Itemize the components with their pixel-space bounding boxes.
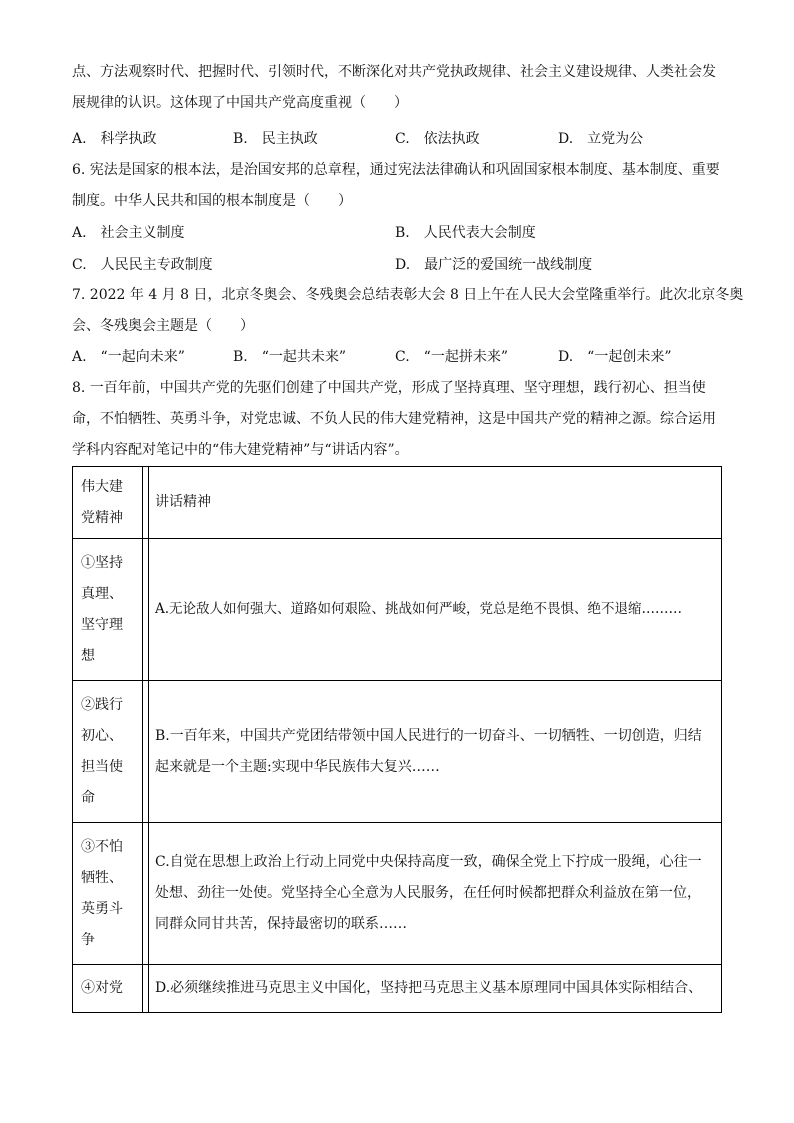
speech-line: C.自觉在思想上政治上行动上同党中央保持高度一致，确保全党上下拧成一股绳，心往一 xyxy=(155,854,702,870)
speech-cell xyxy=(149,965,722,1013)
q5-option-a: A. 科学执政 xyxy=(72,131,157,147)
speech-line: B.一百年来，中国共产党团结带领中国人民进行的一切奋斗、一切牺牲、一切创造，归结 xyxy=(155,727,702,744)
matching-table xyxy=(72,466,722,1013)
speech-line: D.必须继续推进马克思主义中国化，坚持把马克思主义基本原理同中国具体实际相结合、 xyxy=(155,980,703,996)
table-row xyxy=(73,539,722,681)
q6-line-2: 制度。中华人民共和国的根本制度是（ ） xyxy=(72,193,352,209)
speech-line: 起来就是一个主题:实现中华民族伟大复兴…… xyxy=(155,758,440,775)
header-speech-cell: 讲话精神 xyxy=(149,467,722,539)
q8-line-1: 8. 一百年前，中国共产党的先驱们创建了中国共产党，形成了坚持真理、坚守理想，践行初心、担当使 xyxy=(72,380,706,396)
q7-option-b: B. “一起共未来” xyxy=(233,349,347,365)
speech-cell xyxy=(149,539,722,681)
speech-cell xyxy=(149,823,722,965)
table-row xyxy=(73,823,722,965)
speech-line: 处想、劲往一处使。党坚持全心全意为人民服务，在任何时候都把群众利益放在第一位， xyxy=(155,885,701,901)
header-spirit-line: 党精神 xyxy=(81,509,123,526)
table-header-row xyxy=(73,467,722,539)
q5-option-b: B. 民主执政 xyxy=(233,131,318,147)
header-spirit-line: 伟大建 xyxy=(81,478,123,495)
spirit-line: ②践行 xyxy=(81,696,123,713)
table-row xyxy=(73,965,722,1013)
spirit-line: 英勇斗 xyxy=(81,900,123,917)
spirit-line: 真理、 xyxy=(81,585,123,602)
speech-cell xyxy=(149,681,722,823)
intro-line-1: 点、方法观察时代、把握时代、引领时代，不断深化对共产党执政规律、社会主义建设规律、人类社会发 xyxy=(72,64,716,80)
spirit-line: ①坚持 xyxy=(81,554,123,571)
q5-option-d: D. 立党为公 xyxy=(558,131,644,147)
table-row xyxy=(73,681,722,823)
q6-line-1: 6. 宪法是国家的根本法，是治国安邦的总章程，通过宪法法律确认和巩固国家根本制度、基本制度、重要 xyxy=(72,162,720,178)
q6-option-a: A. 社会主义制度 xyxy=(72,225,185,241)
header-spirit-cell xyxy=(73,467,143,539)
spirit-line: 牺牲、 xyxy=(81,869,123,886)
speech-line: 同群众同甘共苦，保持最密切的联系…… xyxy=(155,916,407,932)
q8-line-3: 学科内容配对笔记中的“伟大建党精神”与“讲话内容”。 xyxy=(72,442,409,458)
q7-line-1: 7. 2022 年 4 月 8 日，北京冬奥会、冬残奥会总结表彰大会 8 日上午在人民大会堂隆重举行。此次北京冬奥 xyxy=(72,287,744,303)
intro-line-2: 展规律的认识。这体现了中国共产党高度重视（ ） xyxy=(72,95,408,111)
spirit-line: 命 xyxy=(81,789,95,806)
q8-line-2: 命，不怕牺牲、英勇斗争，对党忠诚、不负人民的伟大建党精神，这是中国共产党的精神之源。综合运用 xyxy=(72,411,716,427)
q7-line-2: 会、冬残奥会主题是（ ） xyxy=(72,318,254,334)
q6-option-d: D. 最广泛的爱国统一战线制度 xyxy=(395,257,593,273)
spirit-line: 坚守理 xyxy=(81,616,123,633)
q7-option-d: D. “一起创未来” xyxy=(558,349,672,365)
spirit-line: ③不怕 xyxy=(81,838,123,855)
spirit-cell xyxy=(73,965,143,1013)
q7-option-a: A. “一起向未来” xyxy=(72,349,185,365)
spirit-line: 想 xyxy=(81,647,95,664)
q6-option-b: B. 人民代表大会制度 xyxy=(395,225,536,241)
q7-option-c: C. “一起拼未来” xyxy=(395,349,508,365)
q5-option-c: C. 依法执政 xyxy=(395,131,480,147)
spirit-cell xyxy=(73,539,143,681)
spirit-line: 担当使 xyxy=(81,758,123,775)
spirit-line: ④对党 xyxy=(81,980,123,996)
spirit-cell xyxy=(73,823,143,965)
spirit-cell xyxy=(73,681,143,823)
q6-option-c: C. 人民民主专政制度 xyxy=(72,257,213,273)
speech-line: A.无论敌人如何强大、道路如何艰险、挑战如何严峻，党总是绝不畏惧、绝不退缩……… xyxy=(155,601,683,617)
spirit-line: 争 xyxy=(81,931,95,948)
spirit-line: 初心、 xyxy=(81,727,123,744)
